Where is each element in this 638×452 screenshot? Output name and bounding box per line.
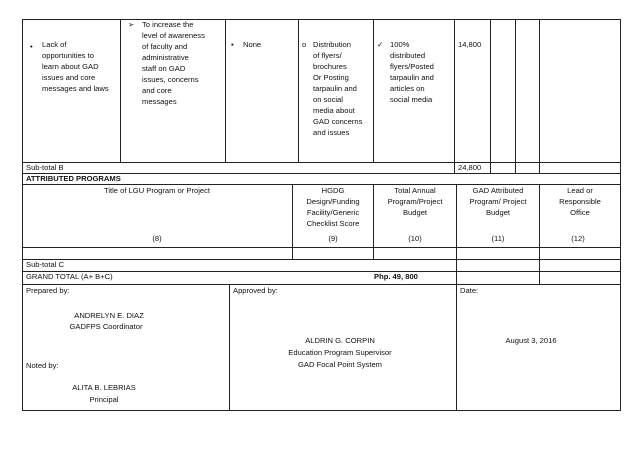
objective-line: staff on GAD xyxy=(142,64,186,73)
objective-line: To increase the xyxy=(142,20,194,29)
objective-line: and core xyxy=(142,86,172,95)
prepared-by-title: GADFPS Coordinator xyxy=(69,322,143,331)
activity-line: Or Posting xyxy=(313,73,349,82)
grand-total-label: GRAND TOTAL (A+ B+C) xyxy=(26,272,113,281)
approved-by-title-2: GAD Focal Point System xyxy=(298,360,382,369)
activity-line: of flyers/ xyxy=(313,51,342,60)
col-hgdg-header: Facility/Generic xyxy=(306,208,360,217)
activity-line: tarpaulin and xyxy=(313,84,357,93)
budget-value: 14,800 xyxy=(458,40,482,49)
issue-line: opportunities to xyxy=(42,51,94,60)
objective-line: level of awareness xyxy=(142,31,205,40)
date-label: Date: xyxy=(460,286,479,295)
bullet-dot-icon: • xyxy=(30,42,33,51)
target-line: distributed xyxy=(390,51,426,60)
col-hgdg-header: Checklist Score xyxy=(306,219,360,228)
target-line: articles on xyxy=(390,84,425,93)
subtotal-b-label: Sub-total B xyxy=(26,163,64,172)
col-budget-header: Budget xyxy=(402,208,428,217)
activity-line: Distribution xyxy=(313,40,351,49)
date-value: August 3, 2016 xyxy=(505,336,557,345)
activity-line: GAD concerns xyxy=(313,117,363,126)
checkmark-icon: ✓ xyxy=(377,40,384,49)
col-gad-budget-header: Program/ Project xyxy=(469,197,527,206)
objective-line: issues, concerns xyxy=(142,75,199,84)
col-office-header: Responsible xyxy=(559,197,601,206)
issue-line: Lack of xyxy=(42,40,67,49)
activity-line: brochures xyxy=(313,62,347,71)
objective-line: of faculty and xyxy=(142,42,188,51)
noted-by-name: ALITA B. LEBRIAS xyxy=(72,383,136,392)
col-budget-header: Total Annual xyxy=(394,186,436,195)
col-gad-budget-header: Budget xyxy=(485,208,511,217)
objective-line: administrative xyxy=(142,53,189,62)
issue-line: messages and laws xyxy=(42,84,109,93)
col-number: (9) xyxy=(328,234,338,243)
target-line: social media xyxy=(390,95,433,104)
subtotal-b-value: 24,800 xyxy=(458,163,482,172)
prepared-by-label: Prepared by: xyxy=(26,286,70,295)
col-gad-budget-header: GAD Attributed xyxy=(472,186,524,195)
noted-by-title: Principal xyxy=(89,395,119,404)
col-hgdg-header: Design/Funding xyxy=(306,197,360,206)
col-number: (8) xyxy=(152,234,162,243)
approved-by-name: ALDRIN G. CORPIN xyxy=(305,336,375,345)
approved-by-label: Approved by: xyxy=(233,286,278,295)
col-title-header: Title of LGU Program or Project xyxy=(103,186,211,195)
col-office-header: Lead or xyxy=(567,186,593,195)
arrow-bullet-icon: ➢ xyxy=(128,20,135,29)
target-line: flyers/Posted xyxy=(390,62,434,71)
objective-line: messages xyxy=(142,97,177,106)
activity-line: on social xyxy=(313,95,343,104)
attributed-heading: ATTRIBUTED PROGRAMS xyxy=(26,174,121,183)
activity-line: and issues xyxy=(313,128,350,137)
noted-by-label: Noted by: xyxy=(26,361,59,370)
square-bullet-icon: ▪ xyxy=(231,40,234,49)
approved-by-title: Education Program Supervisor xyxy=(288,348,392,357)
issue-line: issues and core xyxy=(42,73,96,82)
result-text: None xyxy=(243,40,262,49)
prepared-by-name: ANDRELYN E. DIAZ xyxy=(74,311,144,320)
target-line: 100% xyxy=(390,40,410,49)
col-number: (10) xyxy=(408,234,422,243)
col-number: (11) xyxy=(491,234,505,243)
issue-line: learn about GAD xyxy=(42,62,99,71)
subtotal-c-label: Sub-total C xyxy=(26,260,64,269)
grand-total-value: Php. 49, 800 xyxy=(374,272,418,281)
circle-bullet-icon: o xyxy=(302,40,307,49)
col-budget-header: Program/Project xyxy=(387,197,443,206)
target-line: tarpaulin and xyxy=(390,73,434,82)
col-hgdg-header: HGDG xyxy=(321,186,345,195)
activity-line: media about xyxy=(313,106,355,115)
col-office-header: Office xyxy=(570,208,590,217)
col-number: (12) xyxy=(571,234,585,243)
